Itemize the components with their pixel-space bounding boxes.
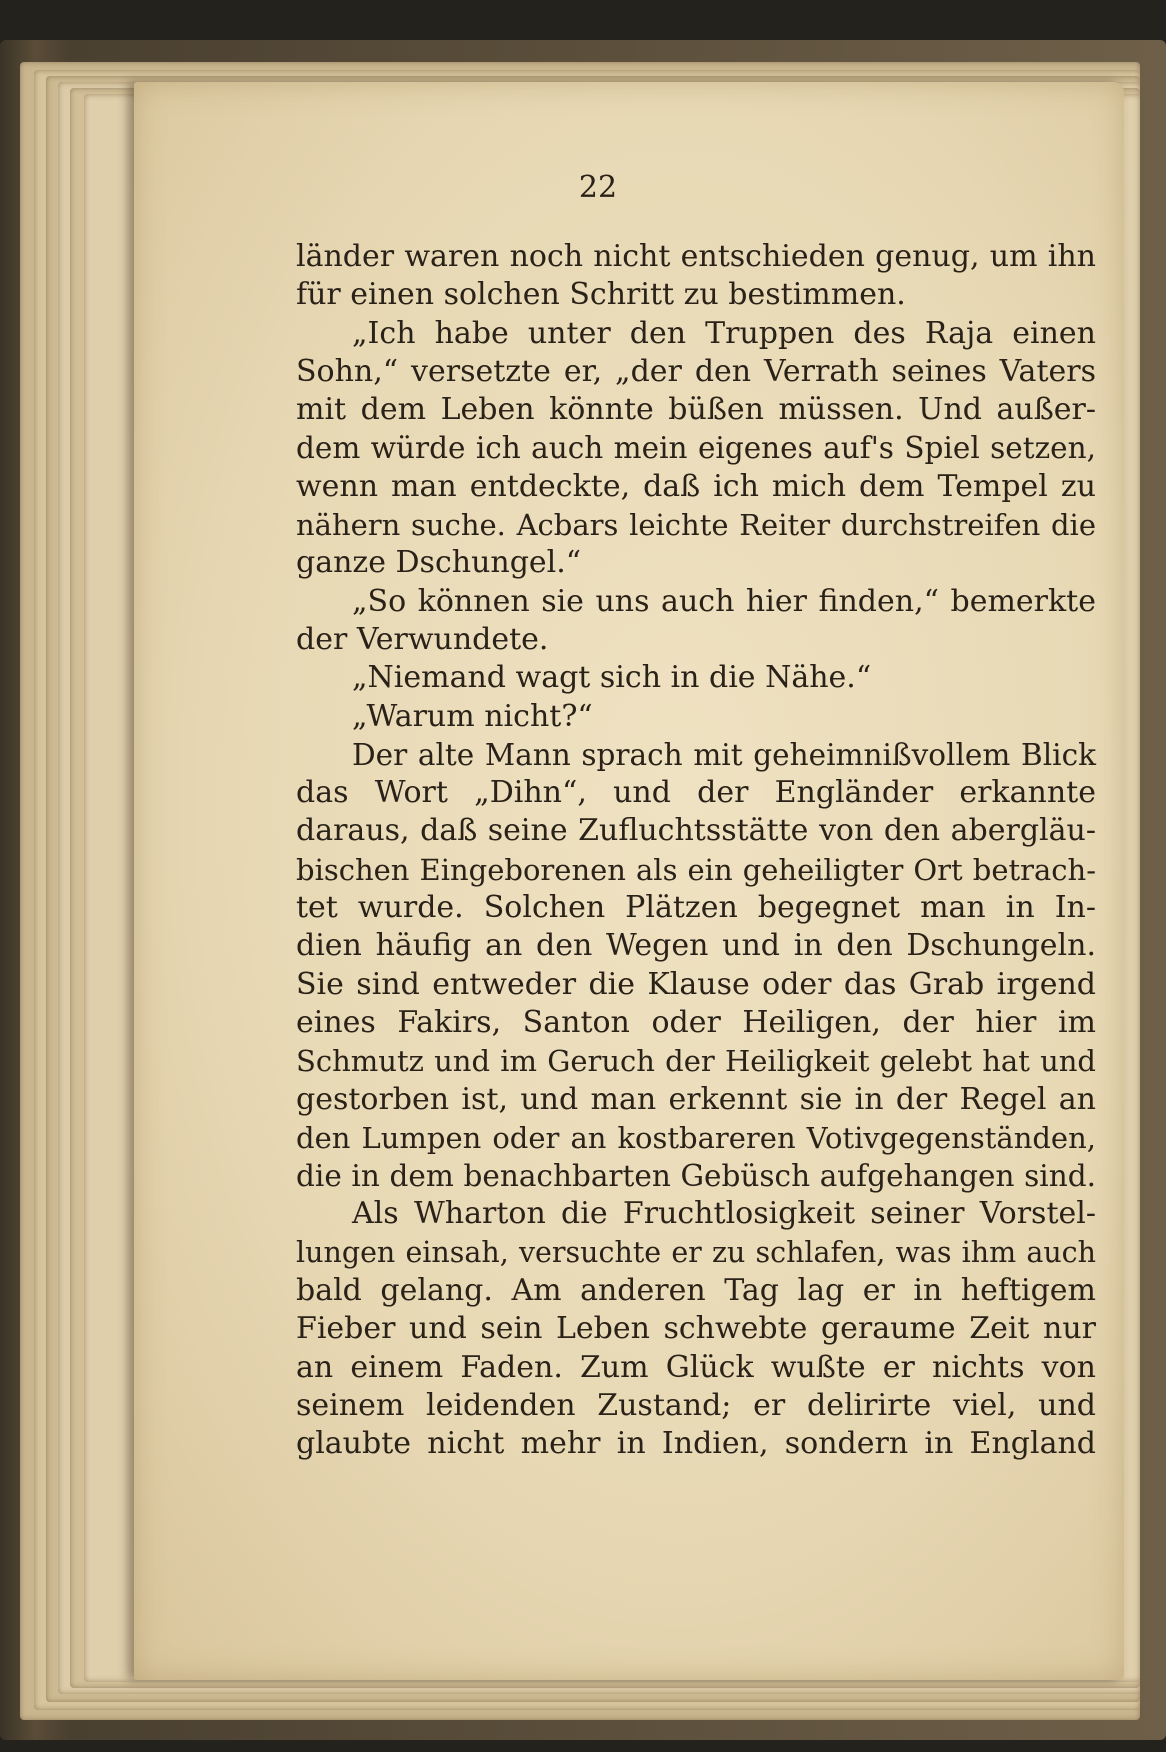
text-line: tet wurde. Solchen Plätzen begegnet man in In- xyxy=(296,890,1096,926)
text-line: den Lumpen oder an kostbareren Votivgegenständen, xyxy=(296,1120,1096,1155)
text-line: lungen einsah, versuchte er zu schlafen, was ihm auch xyxy=(296,1235,1096,1269)
page-number: 22 xyxy=(578,170,618,205)
text-line: Sohn,“ versetzte er, „der den Verrath seines Vaters xyxy=(296,353,1096,389)
text-line: an einem Faden. Zum Glück wußte er nichts von xyxy=(296,1349,1096,1385)
text-line: länder waren noch nicht entschieden genug, um ihn xyxy=(296,239,1096,274)
text-line: nähern suche. Acbars leichte Reiter durchstreifen die xyxy=(296,508,1096,543)
text-line: „Ich habe unter den Truppen des Raja einen xyxy=(352,315,1096,351)
text-line: „Niemand wagt sich in die Nähe.“ xyxy=(352,660,872,696)
text-line: wenn man entdeckte, daß ich mich dem Tempel zu xyxy=(296,468,1096,504)
body-text xyxy=(296,238,1096,1464)
text-line: dem würde ich auch mein eigenes auf's Spiel setzen, xyxy=(296,431,1096,466)
text-line: glaubte nicht mehr in Indien, sondern in England xyxy=(296,1426,1096,1462)
text-line: für einen solchen Schritt zu bestimmen. xyxy=(296,277,906,313)
text-line: der Verwundete. xyxy=(296,621,549,657)
text-line: „Warum nicht?“ xyxy=(352,698,593,734)
text-line: seinem leidenden Zustand; er delirirte viel, und xyxy=(296,1387,1096,1423)
text-line: gestorben ist, und man erkennt sie in der Regel an xyxy=(296,1081,1096,1117)
text-line: das Wort „Dihn“, und der Engländer erkannte xyxy=(296,775,1096,811)
text-line: mit dem Leben könnte büßen müssen. Und außer- xyxy=(296,392,1096,428)
text-line: bischen Eingeborenen als ein geheiligter Ort betrach- xyxy=(296,852,1096,887)
text-line: bald gelang. Am anderen Tag lag er in heftigem xyxy=(296,1273,1096,1309)
text-line: Schmutz und im Geruch der Heiligkeit gelebt hat und xyxy=(296,1044,1096,1079)
text-line: ganze Dschungel.“ xyxy=(296,545,582,581)
text-line: dien häufig an den Wegen und in den Dschungeln. xyxy=(296,928,1096,964)
text-line: „So können sie uns auch hier finden,“ bemerkte xyxy=(352,583,1096,619)
text-line: Als Wharton die Fruchtlosigkeit seiner Vorstel- xyxy=(352,1196,1096,1232)
text-line: Der alte Mann sprach mit geheimnißvollem Blick xyxy=(352,737,1096,772)
text-line: Sie sind entweder die Klause oder das Grab irgend xyxy=(296,966,1096,1002)
text-line: daraus, daß seine Zufluchtsstätte von den abergläu- xyxy=(296,813,1096,849)
text-line: die in dem benachbarten Gebüsch aufgehangen sind. xyxy=(296,1159,1096,1194)
text-line: eines Fakirs, Santon oder Heiligen, der hier im xyxy=(296,1004,1096,1040)
text-line: Fieber und sein Leben schwebte geraume Zeit nur xyxy=(296,1311,1096,1347)
